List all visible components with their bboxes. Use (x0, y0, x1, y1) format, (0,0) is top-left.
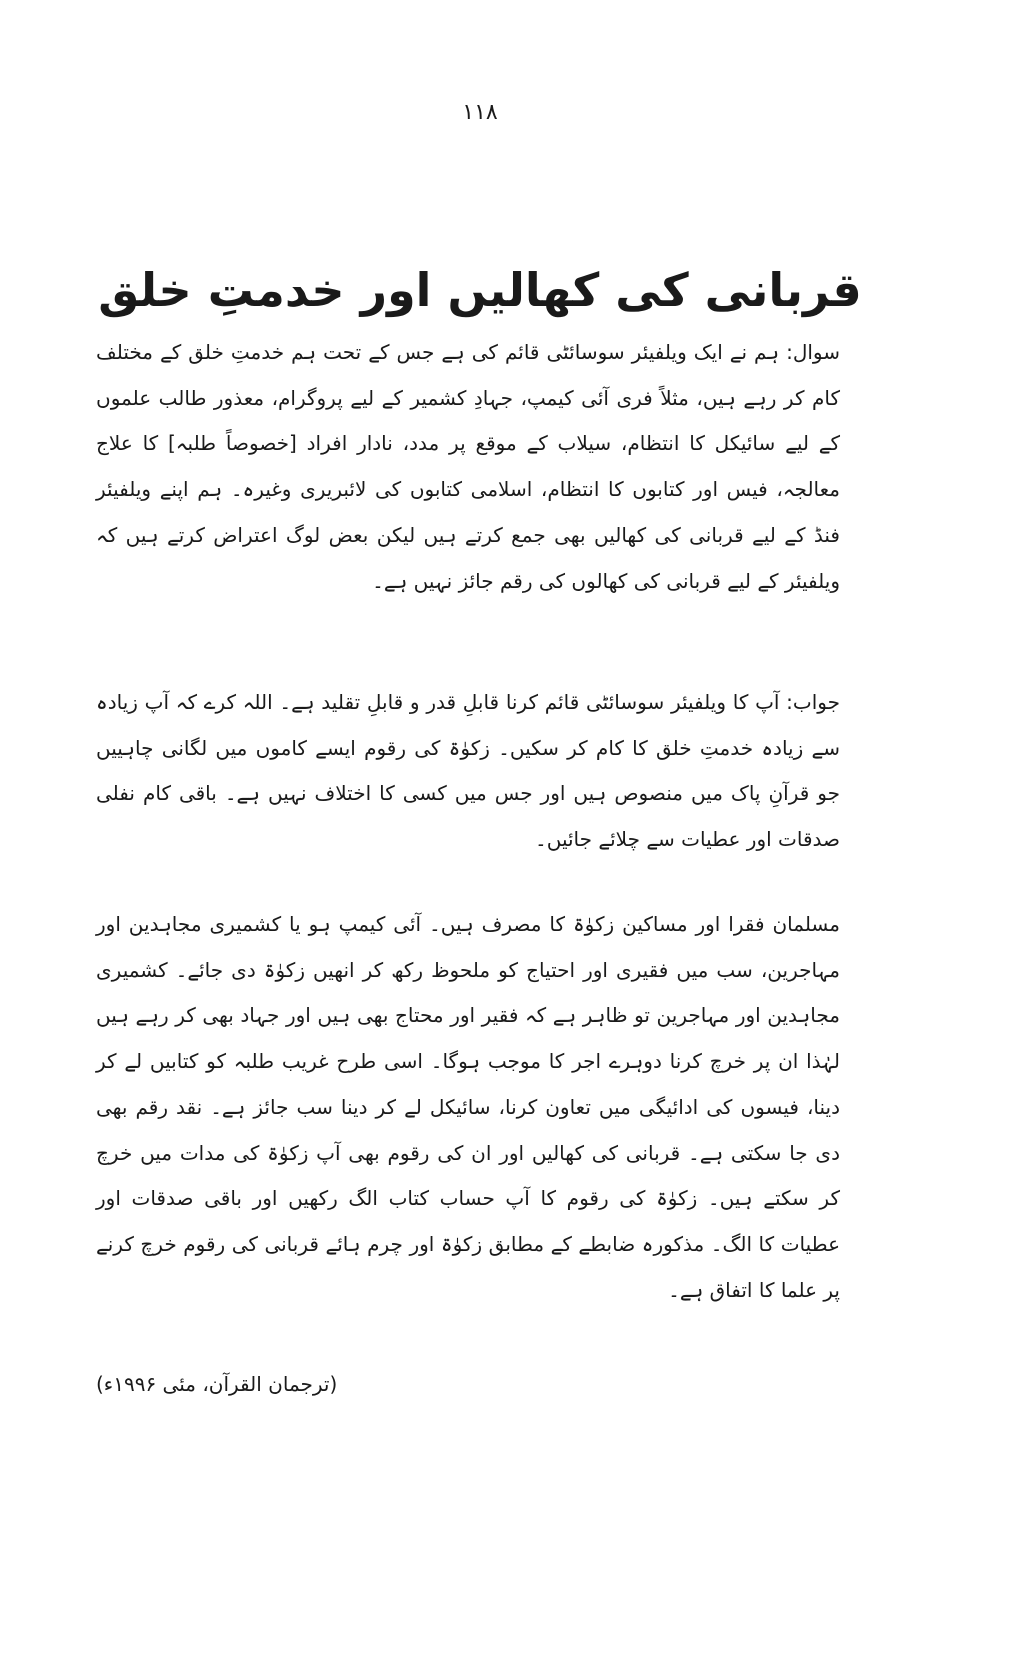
source-citation: (ترجمان القرآن، مئی ۱۹۹۶ء) (96, 1372, 338, 1396)
page-title: قربانی کی کھالیں اور خدمتِ خلق (98, 262, 862, 317)
question-paragraph: سوال: ہم نے ایک ویلفیئر سوسائٹی قائم کی ہے جس کے تحت ہم خدمتِ خلق کے مختلف کام کر رہے ہیں، مثلاً فری آئی کیمپ، جہادِ کشمیر کے لیے پروگرام، معذور طالب علموں کے لیے سائیکل کا انتظام، سیلاب کے موقع پر مدد، نادار افراد [خصوصاً طلبہ] کا علاج معالجہ، فیس اور کتابوں کا انتظام، اسلامی کتابوں کی لائبریری وغیرہ۔ ہم اپنے ویلفیئر فنڈ کے لیے قربانی کی کھالیں بھی جمع کرتے ہیں لیکن بعض لوگ اعتراض کرتے ہیں کہ ویلفیئر کے لیے قربانی کی کھالوں کی رقم جائز نہیں ہے۔ (96, 340, 840, 593)
answer-continuation-paragraph: مسلمان فقرا اور مساکین زکوٰۃ کا مصرف ہیں۔ آئی کیمپ ہو یا کشمیری مجاہدین اور مہاجرین، سب میں فقیری اور احتیاج کو ملحوظ رکھ کر انھیں زکوٰۃ دی جائے۔ کشمیری مجاہدین اور مہاجرین تو ظاہر ہے کہ فقیر اور محتاج بھی ہیں اور جہاد بھی کر رہے ہیں لہٰذا ان پر خرچ کرنا دوہرے اجر کا موجب ہوگا۔ اسی طرح غریب طلبہ کو کتابیں لے کر دینا، فیسوں کی ادائیگی میں تعاون کرنا، سائیکل لے کر دینا سب جائز ہے۔ نقد رقم بھی دی جا سکتی ہے۔ قربانی کی کھالیں اور ان کی رقوم بھی آپ زکوٰۃ کی مدات میں خرچ کر سکتے ہیں۔ زکوٰۃ کی رقوم کا آپ حساب کتاب الگ رکھیں اور باقی صدقات اور عطیات کا الگ۔ مذکورہ ضابطے کے مطابق زکوٰۃ اور چرم ہائے قربانی کی رقوم خرچ کرنے پر علما کا اتفاق ہے۔ (96, 912, 840, 1302)
answer-paragraph: جواب: آپ کا ویلفیئر سوسائٹی قائم کرنا قابلِ قدر و قابلِ تقلید ہے۔ اللہ کرے کہ آپ زیادہ سے زیادہ خدمتِ خلق کا کام کر سکیں۔ زکوٰۃ کی رقوم ایسے کاموں میں لگانی چاہییں جو قرآنِ پاک میں منصوص ہیں اور جس میں کسی کا اختلاف نہیں ہے۔ باقی کام نفلی صدقات اور عطیات سے چلائے جائیں۔ (96, 690, 840, 852)
page-number: ۱۱۸ (462, 100, 498, 125)
